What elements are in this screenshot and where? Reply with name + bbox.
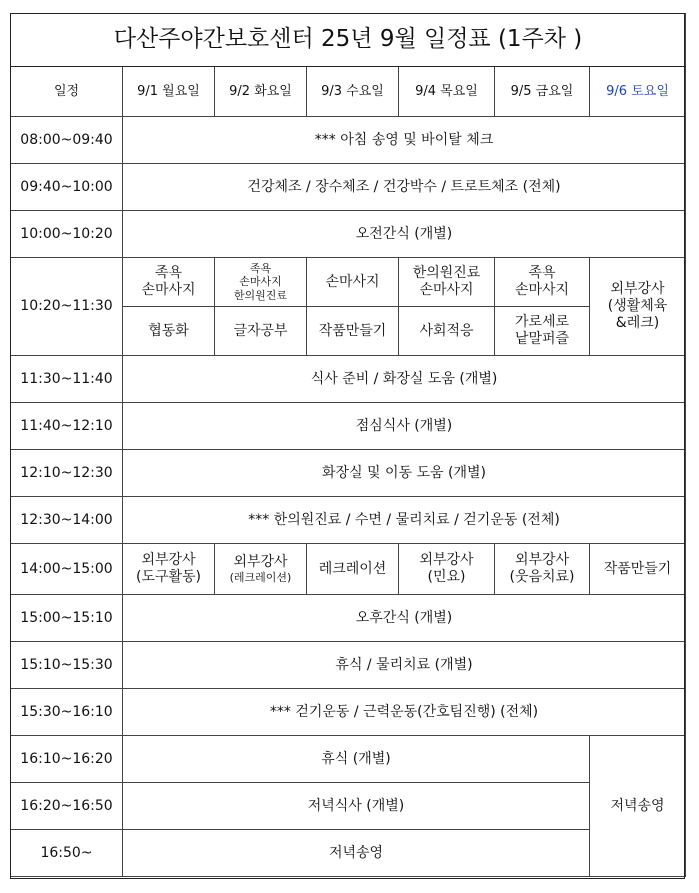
time-slot: 10:00~10:20 <box>11 211 123 258</box>
time-slot: 15:10~15:30 <box>11 642 123 689</box>
activity-cell: 오후간식 (개별) <box>123 595 686 642</box>
header-schedule: 일정 <box>11 67 123 117</box>
time-slot: 15:00~15:10 <box>11 595 123 642</box>
activity-cell: *** 걷기운동 / 근력운동(간호팀진행) (전체) <box>123 689 686 736</box>
header-day-mon: 9/1 월요일 <box>123 67 215 117</box>
activity-cell: 협동화 <box>123 307 215 356</box>
header-day-sat: 9/6 토요일 <box>590 67 686 117</box>
time-slot: 16:50~ <box>11 830 123 877</box>
activity-cell: 건강체조 / 장수체조 / 건강박수 / 트로트체조 (전체) <box>123 164 686 211</box>
time-slot: 16:20~16:50 <box>11 783 123 830</box>
activity-cell: 저녁송영 <box>123 830 590 877</box>
header-day-thu: 9/4 목요일 <box>399 67 495 117</box>
time-slot: 14:00~15:00 <box>11 544 123 595</box>
activity-cell: 족욕 손마사지 한의원진료 <box>215 258 307 307</box>
time-slot: 11:30~11:40 <box>11 356 123 403</box>
activity-cell: *** 한의원진료 / 수면 / 물리치료 / 걷기운동 (전체) <box>123 497 686 544</box>
time-slot: 15:30~16:10 <box>11 689 123 736</box>
time-slot: 11:40~12:10 <box>11 403 123 450</box>
activity-cell: 식사 준비 / 화장실 도움 (개별) <box>123 356 686 403</box>
activity-cell: 족욕 손마사지 <box>495 258 590 307</box>
activity-cell: 저녁식사 (개별) <box>123 783 590 830</box>
table-outer-border <box>10 13 685 879</box>
activity-cell: 점심식사 (개별) <box>123 403 686 450</box>
activity-cell: 족욕 손마사지 <box>123 258 215 307</box>
header-day-fri: 9/5 금요일 <box>495 67 590 117</box>
header-day-tue: 9/2 화요일 <box>215 67 307 117</box>
activity-main: 레크레이션 <box>318 560 387 577</box>
activity-sub: (웃음치료) <box>509 569 575 585</box>
activity-cell: *** 아침 송영 및 바이탈 체크 <box>123 117 686 164</box>
time-slot: 08:00~09:40 <box>11 117 123 164</box>
activity-cell: 글자공부 <box>215 307 307 356</box>
time-slot: 09:40~10:00 <box>11 164 123 211</box>
time-slot: 16:10~16:20 <box>11 736 123 783</box>
activity-cell: 사회적응 <box>399 307 495 356</box>
page-title: 다산주야간보호센터 25년 9월 일정표 (1주차 ) <box>11 14 686 67</box>
activity-sub: (민요) <box>427 569 466 585</box>
activity-main: 외부강사 <box>141 552 196 569</box>
time-slot: 12:10~12:30 <box>11 450 123 497</box>
header-day-wed: 9/3 수요일 <box>307 67 399 117</box>
activity-sub: (레크레이션) <box>229 570 292 584</box>
time-slot: 12:30~14:00 <box>11 497 123 544</box>
activity-main: 외부강사 <box>419 552 474 569</box>
activity-cell: 화장실 및 이동 도움 (개별) <box>123 450 686 497</box>
activity-cell: 손마사지 <box>307 258 399 307</box>
activity-cell: 한의원진료 손마사지 <box>399 258 495 307</box>
activity-main: 외부강사 <box>514 552 570 569</box>
activity-cell: 작품만들기 <box>307 307 399 356</box>
activity-cell: 가로세로 낱말퍼즐 <box>495 307 590 356</box>
activity-sub: (도구활동) <box>135 569 202 585</box>
activity-cell: 휴식 / 물리치료 (개별) <box>123 642 686 689</box>
activity-cell-saturday: 외부강사 (생활체육 &레크) <box>590 258 686 356</box>
activity-main: 외부강사 <box>233 554 288 570</box>
time-slot: 10:20~11:30 <box>11 258 123 356</box>
activity-cell: 오전간식 (개별) <box>123 211 686 258</box>
activity-cell-saturday: 작품만들기 <box>590 544 686 595</box>
activity-cell: 휴식 (개별) <box>123 736 590 783</box>
activity-cell-saturday: 저녁송영 <box>590 736 686 877</box>
